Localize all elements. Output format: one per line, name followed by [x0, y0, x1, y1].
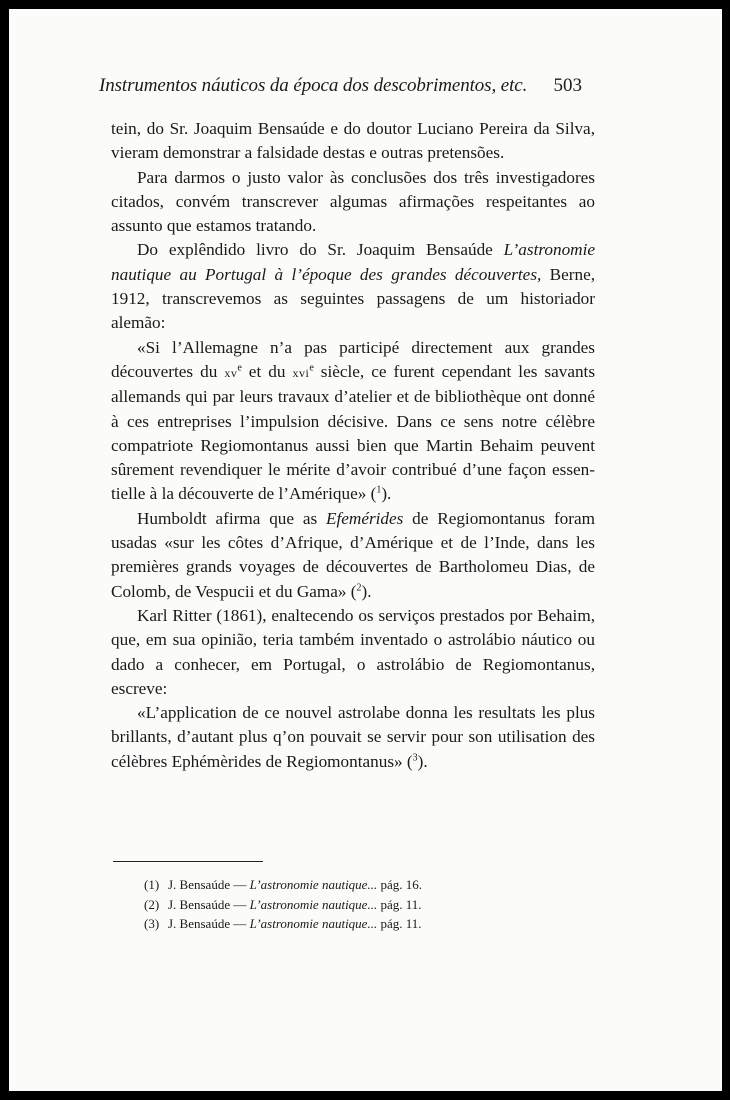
- footnote-divider: [113, 861, 263, 862]
- paragraph-7-text: «L’application de ce nouvel astrolabe donna les resultats les plus brillants, d’autant plus q’on pouvait se servir pour son utilisation des célèbres Ephémèrides de Regiomontanus» (: [111, 703, 595, 771]
- paragraph-2: Para darmos o justo valor às conclusões dos três investigadores citados, convém transcrever algumas afirmações respeitantes ao assunto que estamos tratando.: [111, 167, 595, 236]
- footnote-title: L’astronomie nautique...: [249, 877, 378, 892]
- footnote-1: [144, 875, 544, 895]
- paragraph-7-quote: [111, 701, 595, 774]
- paragraph-5-text-b: de Regiomontanus foram usadas «sur les côtes d’Afrique, d’Amérique et de l’Inde, dans les premières grands voyages de découvertes de Bartholomeu Dias, de Colomb, de Vespucii et du Gama» (: [111, 508, 595, 601]
- page-number: 503: [553, 75, 582, 96]
- footnote-marker-1: 1: [376, 484, 382, 496]
- footnote-marker-2: 2: [356, 581, 362, 593]
- paragraph-3-text-a: Do explêndido livro do Sr. Joaquim Bensaúde: [137, 240, 504, 260]
- footnote-page: pág. 11.: [377, 896, 422, 912]
- footnote-ref: (3): [144, 916, 160, 931]
- book-page: [9, 9, 722, 1091]
- footnote-author: J. Bensaúde —: [168, 877, 250, 892]
- paragraph-3-text-b: Berne, 1912, transcrevemos as seguintes passagens de um historiador alemão:: [111, 264, 595, 333]
- page-header: [99, 75, 582, 103]
- footnote-3: [144, 914, 544, 934]
- century-xvi: xvi: [292, 365, 310, 380]
- century-xv: xv: [224, 365, 238, 380]
- footnotes: [144, 875, 544, 934]
- paragraph-5-end: ).: [361, 581, 372, 601]
- paragraph-5: [111, 507, 595, 604]
- footnote-title: L’astronomie nautique...: [249, 896, 378, 912]
- quote-text-end: ).: [381, 484, 392, 504]
- footnote-author: J. Bensaúde —: [168, 916, 250, 931]
- footnote-ref: (1): [144, 877, 160, 892]
- footnote-author: J. Bensaúde —: [168, 896, 250, 912]
- paragraph-4-quote: [111, 336, 595, 507]
- quote-text-b: et du: [241, 361, 293, 381]
- footnote-page: pág. 11.: [377, 916, 422, 931]
- footnote-marker-3: 3: [412, 751, 418, 763]
- book-title: L’astronomie nautique au Portugal à l’époque des grandes découvertes,: [111, 240, 595, 284]
- footnote-2: [144, 895, 544, 915]
- quote-text-a: «Si l’Allemagne n’a pas participé directement aux grandes découvertes du: [111, 337, 595, 381]
- running-title: Instrumentos náuticos da época dos descobrimentos, etc.: [99, 75, 528, 96]
- paragraph-7-end: ).: [417, 751, 428, 771]
- paragraph-5-text-a: Humboldt afirma que as: [137, 508, 327, 528]
- quote-text-c: siècle, ce furent cependant les savants allemands qui par leurs travaux d’atelier et de bibliothèque ont donné à ces entreprises l’impulsion décisive. Dans ce sens notre célèbre compatriote Regiomontanus aussi bien que Martin Behaim peuvent sûrement revendiquer le mérite d’avoir contribué d’une façon essentielle à la découverte de l’Amérique» (: [111, 361, 596, 504]
- body-text: [111, 117, 595, 774]
- efemerides-title: Efemérides: [326, 508, 404, 528]
- footnote-title: L’astronomie nautique...: [249, 916, 378, 931]
- superscript-e: e: [309, 362, 314, 374]
- paragraph-3: [111, 238, 595, 335]
- footnote-ref: (2): [144, 896, 160, 912]
- paragraph-1: tein, do Sr. Joaquim Bensaúde e do doutor Luciano Pereira da Silva, vieram demonstrar a falsidade destas e outras pretensões.: [111, 119, 595, 163]
- paragraph-6: Karl Ritter (1861), enaltecendo os serviços prestados por Behaim, que, em sua opinião, teria também inventado o astrolábio náutico ou dado a conhecer, em Portugal, o astrolábio de Regiomontanus, escreve:: [111, 605, 595, 698]
- superscript-e: e: [237, 362, 242, 374]
- footnote-page: pág. 16.: [377, 877, 422, 892]
